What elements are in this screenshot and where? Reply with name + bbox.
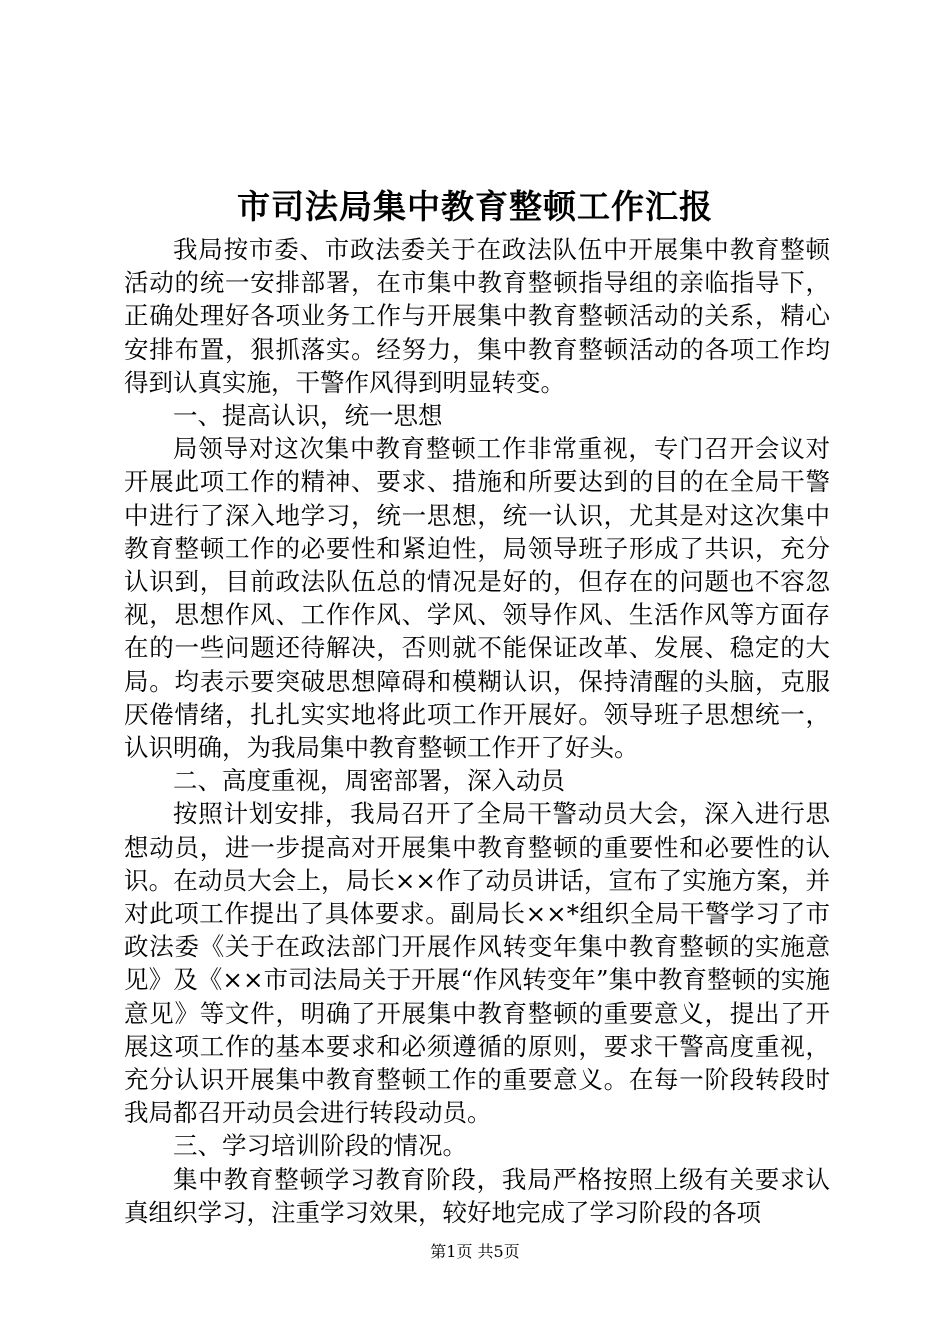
document-title: 市司法局集中教育整顿工作汇报 xyxy=(237,187,713,226)
document-body xyxy=(124,233,830,1229)
section-heading-3: 三、学习培训阶段的情况。 xyxy=(173,1131,467,1161)
section-heading-2: 二、高度重视，周密部署，深入动员 xyxy=(173,766,565,796)
section-heading-1: 一、提高认识，统一思想 xyxy=(173,401,443,431)
page-footer: 第1页 共5页 xyxy=(430,1242,520,1261)
paragraph-section-1: 局领导对这次集中教育整顿工作非常重视，专门召开会议对开展此项工作的精神、要求、措施和所要达到的目的在全局干警中进行了深入地学习，统一思想，统一认识，尤其是对这次集中教育整顿工作的必要性和紧迫性，局领导班子形成了共识，充分认识到，目前政法队伍总的情况是好的，但存在的问题也不容忽视，思想作风、工作作风、学风、领导作风、生活作风等方面存在的一些问题还待解决，否则就不能保证改革、发展、稳定的大局。均表示要突破思想障碍和模糊认识，保持清醒的头脑，克服厌倦情绪，扎扎实实地将此项工作开展好。领导班子思想统一，认识明确，为我局集中教育整顿工作开了好头。 xyxy=(124,434,830,763)
paragraph-section-2: 按照计划安排，我局召开了全局干警动员大会，深入进行思想动员，进一步提高对开展集中教育整顿的重要性和必要性的认识。在动员大会上，局长××作了动员讲话，宣布了实施方案，并对此项工作提出了具体要求。副局长××*组织全局干警学习了市政法委《关于在政法部门开展作风转变年集中教育整顿的实施意见》及《××市司法局关于开展“作风转变年”集中教育整顿的实施意见》等文件，明确了开展集中教育整顿的重要意义，提出了开展这项工作的基本要求和必须遵循的原则，要求干警高度重视，充分认识开展集中教育整顿工作的重要意义。在每一阶段转段时我局都召开动员会进行转段动员。 xyxy=(124,799,830,1128)
paragraph-section-3: 集中教育整顿学习教育阶段，我局严格按照上级有关要求认真组织学习，注重学习效果，较好地完成了学习阶段的各项 xyxy=(124,1164,830,1227)
paragraph-intro: 我局按市委、市政法委关于在政法队伍中开展集中教育整顿活动的统一安排部署，在市集中教育整顿指导组的亲临指导下，正确处理好各项业务工作与开展集中教育整顿活动的关系，精心安排布置，狠抓落实。经努力，集中教育整顿活动的各项工作均得到认真实施，干警作风得到明显转变。 xyxy=(124,235,830,397)
